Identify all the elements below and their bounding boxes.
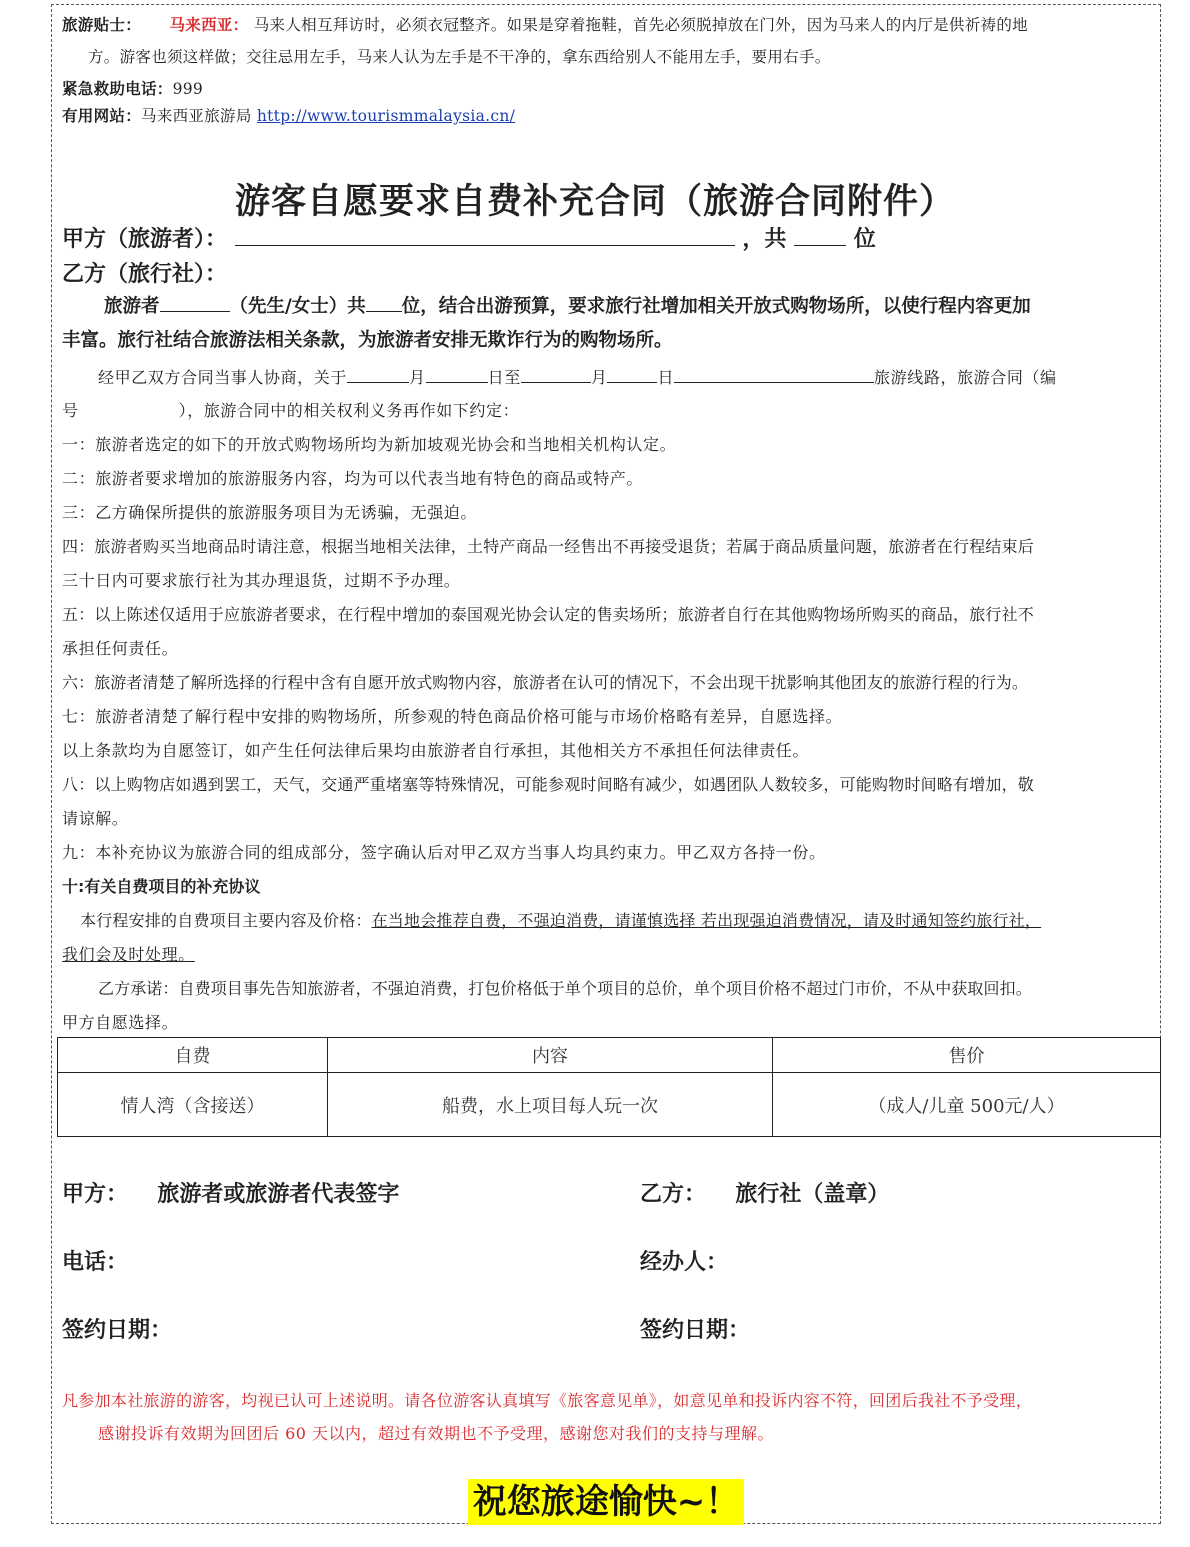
tips-label: 旅游贴士：: [62, 16, 142, 34]
contract-no-text: ），旅游合同中的相关权利义务再作如下约定：: [178, 401, 520, 420]
self-pay-choice: 甲方自愿选择。: [62, 1013, 179, 1032]
month-label-2: 月: [590, 368, 608, 387]
self-pay-line2: 我们会及时处理。: [62, 945, 195, 964]
phone-label: 电话：: [62, 1250, 129, 1275]
clause-5: 五：以上陈述仅适用于应旅游者要求，在行程中增加的泰国观光协会认定的售卖场所；旅游者自行在其他购物场所购买的商品，旅行社不: [62, 605, 1035, 624]
sign-b-label: 乙方：: [640, 1182, 707, 1207]
emergency-number: 999: [172, 80, 204, 98]
emergency-line: [62, 77, 203, 99]
clause-4-cont: 三十日内可要求旅行社为其办理退货，过期不予办理。: [62, 571, 461, 590]
day-label-2: 日: [657, 368, 675, 387]
page-title: 游客自愿要求自费补充合同（旅游合同附件）: [234, 182, 955, 222]
self-pay-line1-a: 本行程安排的自费项目主要内容及价格：: [80, 911, 372, 930]
table-cell-content: 船费，水上项目每人玩一次: [328, 1073, 773, 1137]
month-label-1: 月: [409, 368, 426, 387]
route-blank[interactable]: [674, 364, 874, 383]
clause-5-cont: 承担任何责任。: [62, 639, 179, 658]
notice-line2: 感谢投诉有效期为回团后 60 天以内，超过有效期也不予受理，感谢您对我们的支持与理解。: [98, 1424, 775, 1443]
table-row: [58, 1073, 1161, 1137]
sign-party-b: [640, 1177, 889, 1208]
party-a-unit: 位: [853, 227, 876, 252]
party-a-count-blank[interactable]: [794, 227, 846, 246]
contract-no-line: [62, 398, 519, 421]
clause-2: 二：旅游者要求增加的旅游服务内容，均为可以代表当地有特色的商品或特产。: [62, 469, 644, 488]
self-pay-promise: 乙方承诺：自费项目事先告知旅游者，不强迫消费，打包价格低于单个项目的总价，单个项目价格不超过门市价，不从中获取回扣。: [98, 979, 1032, 998]
tips-line2: 方。游客也须这样做；交往忌用左手，马来人认为左手是不干净的，拿东西给别人不能用左手，要用右手。: [88, 48, 831, 66]
intro-p1c: 位，结合出游预算，要求旅行社增加相关开放式购物场所，以使行程内容更加: [401, 296, 1031, 317]
sign-b-value: 旅行社（盖章）: [735, 1182, 890, 1207]
table-header-item: 自费: [58, 1038, 328, 1073]
party-a-line: [62, 222, 876, 253]
website-label: 有用网站：: [62, 107, 142, 125]
clause-8: 八：以上购物店如遇到罢工，天气，交通严重堵塞等特殊情况，可能参观时间略有减少，如遇团队人数较多，可能购物时间略有增加，敬: [62, 775, 1035, 794]
table-cell-price: （成人/儿童 500元/人）: [773, 1073, 1161, 1137]
intro-line2: 丰富。旅行社结合旅游法相关条款，为旅游者安排无欺诈行为的购物场所。: [62, 330, 673, 351]
self-pay-line1: [80, 908, 1041, 931]
sign-a-label: 甲方：: [62, 1182, 129, 1207]
dates-line: [98, 364, 1057, 388]
traveler-name-blank[interactable]: [160, 293, 230, 312]
website-name: 马来西亚旅游局: [141, 107, 252, 125]
clause-4: 四：旅游者购买当地商品时请注意，根据当地相关法律，土特产商品一经售出不再接受退货；若属于商品质量问题，旅游者在行程结束后: [62, 537, 1035, 556]
day-label-1: 日至: [487, 368, 521, 387]
end-month-blank[interactable]: [521, 364, 591, 383]
intro-p1b: （先生/女士）共: [229, 296, 366, 317]
self-pay-table: [57, 1037, 1161, 1137]
wish-banner: 祝您旅途愉快~！: [468, 1479, 744, 1525]
table-header-content: 内容: [328, 1038, 773, 1073]
sign-date-a: 签约日期：: [62, 1318, 173, 1343]
contract-no-label: 号: [62, 401, 79, 420]
clause-7: 七：旅游者清楚了解行程中安排的购物场所，所参观的特色商品价格可能与市场价格略有差异，自愿选择。: [62, 707, 843, 726]
table-header-price: 售价: [773, 1038, 1161, 1073]
clause-9: 九：本补充协议为旅游合同的组成部分，签字确认后对甲乙双方当事人均具约束力。甲乙双方各持一份。: [62, 843, 826, 862]
clause-6: 六：旅游者清楚了解所选择的行程中含有自愿开放式购物内容，旅游者在认可的情况下，不会出现干扰影响其他团友的旅游行程的行为。: [62, 673, 1029, 692]
clause-summary: 以上条款均为自愿签订，如产生任何法律后果均由旅游者自行承担，其他相关方不承担任何法律责任。: [62, 741, 810, 760]
tips-country: 马来西亚：: [169, 16, 249, 34]
party-a-total: ，共: [742, 227, 787, 252]
intro-p1a: 旅游者: [104, 296, 160, 317]
traveler-count-blank[interactable]: [366, 293, 402, 312]
self-pay-line1-b: 在当地会推荐自费，不强迫消费，请谨慎选择 若出现强迫消费情况，请及时通知签约旅行社，: [371, 911, 1042, 930]
dates-text-b: 旅游线路，旅游合同（编: [874, 368, 1057, 387]
sign-party-a: [62, 1177, 399, 1208]
start-day-blank[interactable]: [426, 364, 488, 383]
clause-1: 一：旅游者选定的如下的开放式购物场所均为新加坡观光协会和当地相关机构认定。: [62, 435, 677, 454]
sign-a-value: 旅游者或旅游者代表签字: [157, 1182, 400, 1207]
notice-line1: 凡参加本社旅游的游客，均视已认可上述说明。请各位游客认真填写《旅客意见单》，如意见单和投诉内容不符，回团后我社不予受理，: [62, 1391, 1033, 1410]
intro-line1: [104, 292, 1031, 318]
travel-tips: [62, 13, 1028, 35]
clause-8-cont: 请谅解。: [62, 809, 129, 828]
table-cell-item: 情人湾（含接送）: [58, 1073, 328, 1137]
party-a-label: 甲方（旅游者）：: [62, 227, 228, 252]
end-day-blank[interactable]: [607, 364, 657, 383]
emergency-label: 紧急救助电话：: [62, 80, 173, 98]
start-month-blank[interactable]: [347, 364, 409, 383]
table-header-row: [58, 1038, 1161, 1073]
party-a-name-blank[interactable]: [235, 227, 735, 246]
tips-line1: 马来人相互拜访时，必须衣冠整齐。如果是穿着拖鞋，首先必须脱掉放在门外，因为马来人的内厅是供祈祷的地: [253, 16, 1028, 34]
dates-text-a: 经甲乙双方合同当事人协商，关于: [98, 368, 348, 387]
party-b-label: 乙方（旅行社）：: [62, 262, 228, 287]
self-pay-heading: 十:有关自费项目的补充协议: [62, 877, 261, 896]
handler-label: 经办人：: [640, 1250, 729, 1275]
sign-date-b: 签约日期：: [640, 1318, 751, 1343]
website-link[interactable]: http://www.tourismmalaysia.cn/: [256, 107, 516, 125]
clause-3: 三：乙方确保所提供的旅游服务项目为无诱骗，无强迫。: [62, 503, 478, 522]
website-line: [62, 104, 515, 126]
